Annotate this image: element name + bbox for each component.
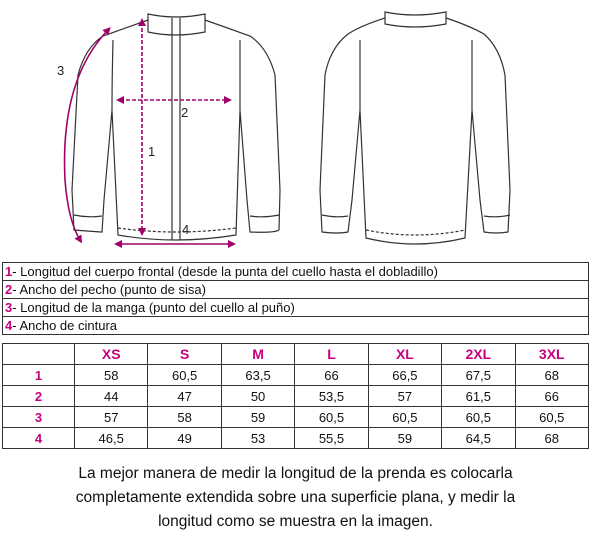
measure-label-4: 4 xyxy=(182,222,190,237)
size-cell: 57 xyxy=(368,386,441,407)
size-cell: 47 xyxy=(148,386,221,407)
size-cell: 50 xyxy=(221,386,294,407)
front-jacket-drawing xyxy=(72,14,280,240)
size-cell: 59 xyxy=(221,407,294,428)
legend-row xyxy=(3,263,589,281)
size-cell: 59 xyxy=(368,428,441,449)
size-cell: 44 xyxy=(75,386,148,407)
garment-measurement-diagram xyxy=(0,0,591,262)
size-row xyxy=(3,386,589,407)
size-cell: 68 xyxy=(515,428,588,449)
size-row-label: 4 xyxy=(3,428,75,449)
measure-line-3 xyxy=(65,30,108,240)
legend-row xyxy=(3,317,589,335)
legend-text: - Longitud de la manga (punto del cuello al puño) xyxy=(12,299,295,315)
legend-text: - Ancho de cintura xyxy=(12,317,118,333)
size-row-label: 3 xyxy=(3,407,75,428)
measure-label-2: 2 xyxy=(181,105,189,120)
size-header-l: L xyxy=(295,344,368,365)
size-cell: 57 xyxy=(75,407,148,428)
measuring-note xyxy=(0,462,591,534)
size-cell: 61,5 xyxy=(442,386,515,407)
legend-row xyxy=(3,281,589,299)
size-row xyxy=(3,428,589,449)
size-cell: 49 xyxy=(148,428,221,449)
size-cell: 55,5 xyxy=(295,428,368,449)
note-line: longitud como se muestra en la imagen. xyxy=(158,513,433,530)
measurement-guides xyxy=(65,22,232,244)
size-header-row xyxy=(3,344,589,365)
size-header-m: M xyxy=(221,344,294,365)
size-cell: 67,5 xyxy=(442,365,515,386)
size-header-3xl: 3XL xyxy=(515,344,588,365)
size-row-label: 2 xyxy=(3,386,75,407)
size-cell: 46,5 xyxy=(75,428,148,449)
size-header-xl: XL xyxy=(368,344,441,365)
size-cell: 66,5 xyxy=(368,365,441,386)
size-row-label: 1 xyxy=(3,365,75,386)
size-row xyxy=(3,407,589,428)
note-line: completamente extendida sobre una superficie plana, y medir la xyxy=(75,489,516,506)
size-cell: 66 xyxy=(295,365,368,386)
note-line: La mejor manera de medir la longitud de la prenda es colocarla xyxy=(78,465,513,482)
size-cell: 63,5 xyxy=(221,365,294,386)
measure-label-3: 3 xyxy=(57,63,65,78)
size-cell: 60,5 xyxy=(515,407,588,428)
size-header-s: S xyxy=(148,344,221,365)
size-cell: 53 xyxy=(221,428,294,449)
size-cell: 68 xyxy=(515,365,588,386)
size-row xyxy=(3,365,589,386)
size-table xyxy=(2,343,589,449)
size-cell: 66 xyxy=(515,386,588,407)
legend-number: 4 xyxy=(5,317,13,333)
size-cell: 60,5 xyxy=(368,407,441,428)
legend-number: 3 xyxy=(5,299,13,315)
size-cell: 64,5 xyxy=(442,428,515,449)
size-header-corner xyxy=(3,344,75,365)
legend-number: 1 xyxy=(5,263,13,279)
size-header-xs: XS xyxy=(75,344,148,365)
measure-label-1: 1 xyxy=(148,144,156,159)
size-cell: 58 xyxy=(148,407,221,428)
size-header-2xl: 2XL xyxy=(442,344,515,365)
size-cell: 58 xyxy=(75,365,148,386)
measurement-legend xyxy=(2,262,589,335)
size-cell: 60,5 xyxy=(442,407,515,428)
size-cell: 53,5 xyxy=(295,386,368,407)
size-cell: 60,5 xyxy=(148,365,221,386)
size-cell: 60,5 xyxy=(295,407,368,428)
back-jacket-drawing xyxy=(320,12,510,244)
legend-row xyxy=(3,299,589,317)
legend-text: - Longitud del cuerpo frontal (desde la punta del cuello hasta el dobladillo) xyxy=(12,263,438,279)
legend-number: 2 xyxy=(5,281,13,297)
legend-text: - Ancho del pecho (punto de sisa) xyxy=(12,281,206,297)
